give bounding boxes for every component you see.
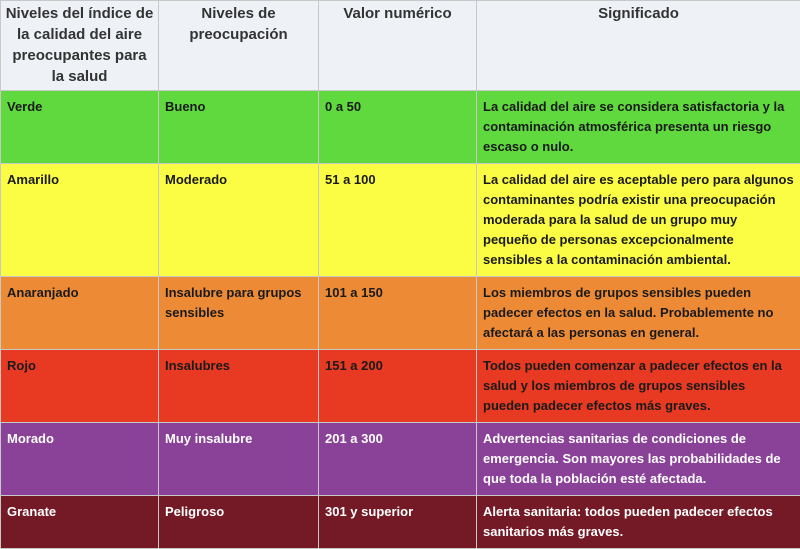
cell-value: 51 a 100 <box>319 164 477 277</box>
cell-meaning: Alerta sanitaria: todos pueden padecer efectos sanitarios más graves. <box>477 496 800 549</box>
cell-meaning: Todos pueden comenzar a padecer efectos en la salud y los miembros de grupos sensibles pueden padecer efectos más graves. <box>477 350 800 423</box>
cell-concern: Insalubres <box>159 350 319 423</box>
cell-meaning: La calidad del aire se considera satisfactoria y la contaminación atmosférica presenta un riesgo escaso o nulo. <box>477 91 800 164</box>
cell-color-name: Anaranjado <box>1 277 159 350</box>
cell-color-name: Amarillo <box>1 164 159 277</box>
table-row-amarillo <box>1 164 800 277</box>
header-numeric-value: Valor numérico <box>319 1 477 91</box>
cell-value: 101 a 150 <box>319 277 477 350</box>
table-row-rojo <box>1 350 800 423</box>
cell-meaning: La calidad del aire es aceptable pero para algunos contaminantes podría existir una preocupación moderada para la salud de un grupo muy pequeño de personas excepcionalmente sensibles a la contaminación ambiental. <box>477 164 800 277</box>
cell-color-name: Morado <box>1 423 159 496</box>
cell-concern: Muy insalubre <box>159 423 319 496</box>
header-concern-levels: Niveles de preocupación <box>159 1 319 91</box>
cell-value: 201 a 300 <box>319 423 477 496</box>
cell-concern: Insalubre para grupos sensibles <box>159 277 319 350</box>
cell-value: 301 y superior <box>319 496 477 549</box>
table-row-morado <box>1 423 800 496</box>
cell-meaning: Los miembros de grupos sensibles pueden padecer efectos en la salud. Probablemente no afectará a las personas en general. <box>477 277 800 350</box>
table-row-verde <box>1 91 800 164</box>
cell-concern: Peligroso <box>159 496 319 549</box>
cell-color-name: Rojo <box>1 350 159 423</box>
header-meaning: Significado <box>477 1 800 91</box>
header-row <box>1 1 800 91</box>
header-index-levels: Niveles del índice de la calidad del aire preocupantes para la salud <box>1 1 159 91</box>
cell-color-name: Granate <box>1 496 159 549</box>
cell-concern: Bueno <box>159 91 319 164</box>
cell-meaning: Advertencias sanitarias de condiciones de emergencia. Son mayores las probabilidades de que toda la población esté afectada. <box>477 423 800 496</box>
table-row-granate <box>1 496 800 549</box>
cell-color-name: Verde <box>1 91 159 164</box>
cell-value: 0 a 50 <box>319 91 477 164</box>
cell-value: 151 a 200 <box>319 350 477 423</box>
cell-concern: Moderado <box>159 164 319 277</box>
table-row-anaranjado <box>1 277 800 350</box>
